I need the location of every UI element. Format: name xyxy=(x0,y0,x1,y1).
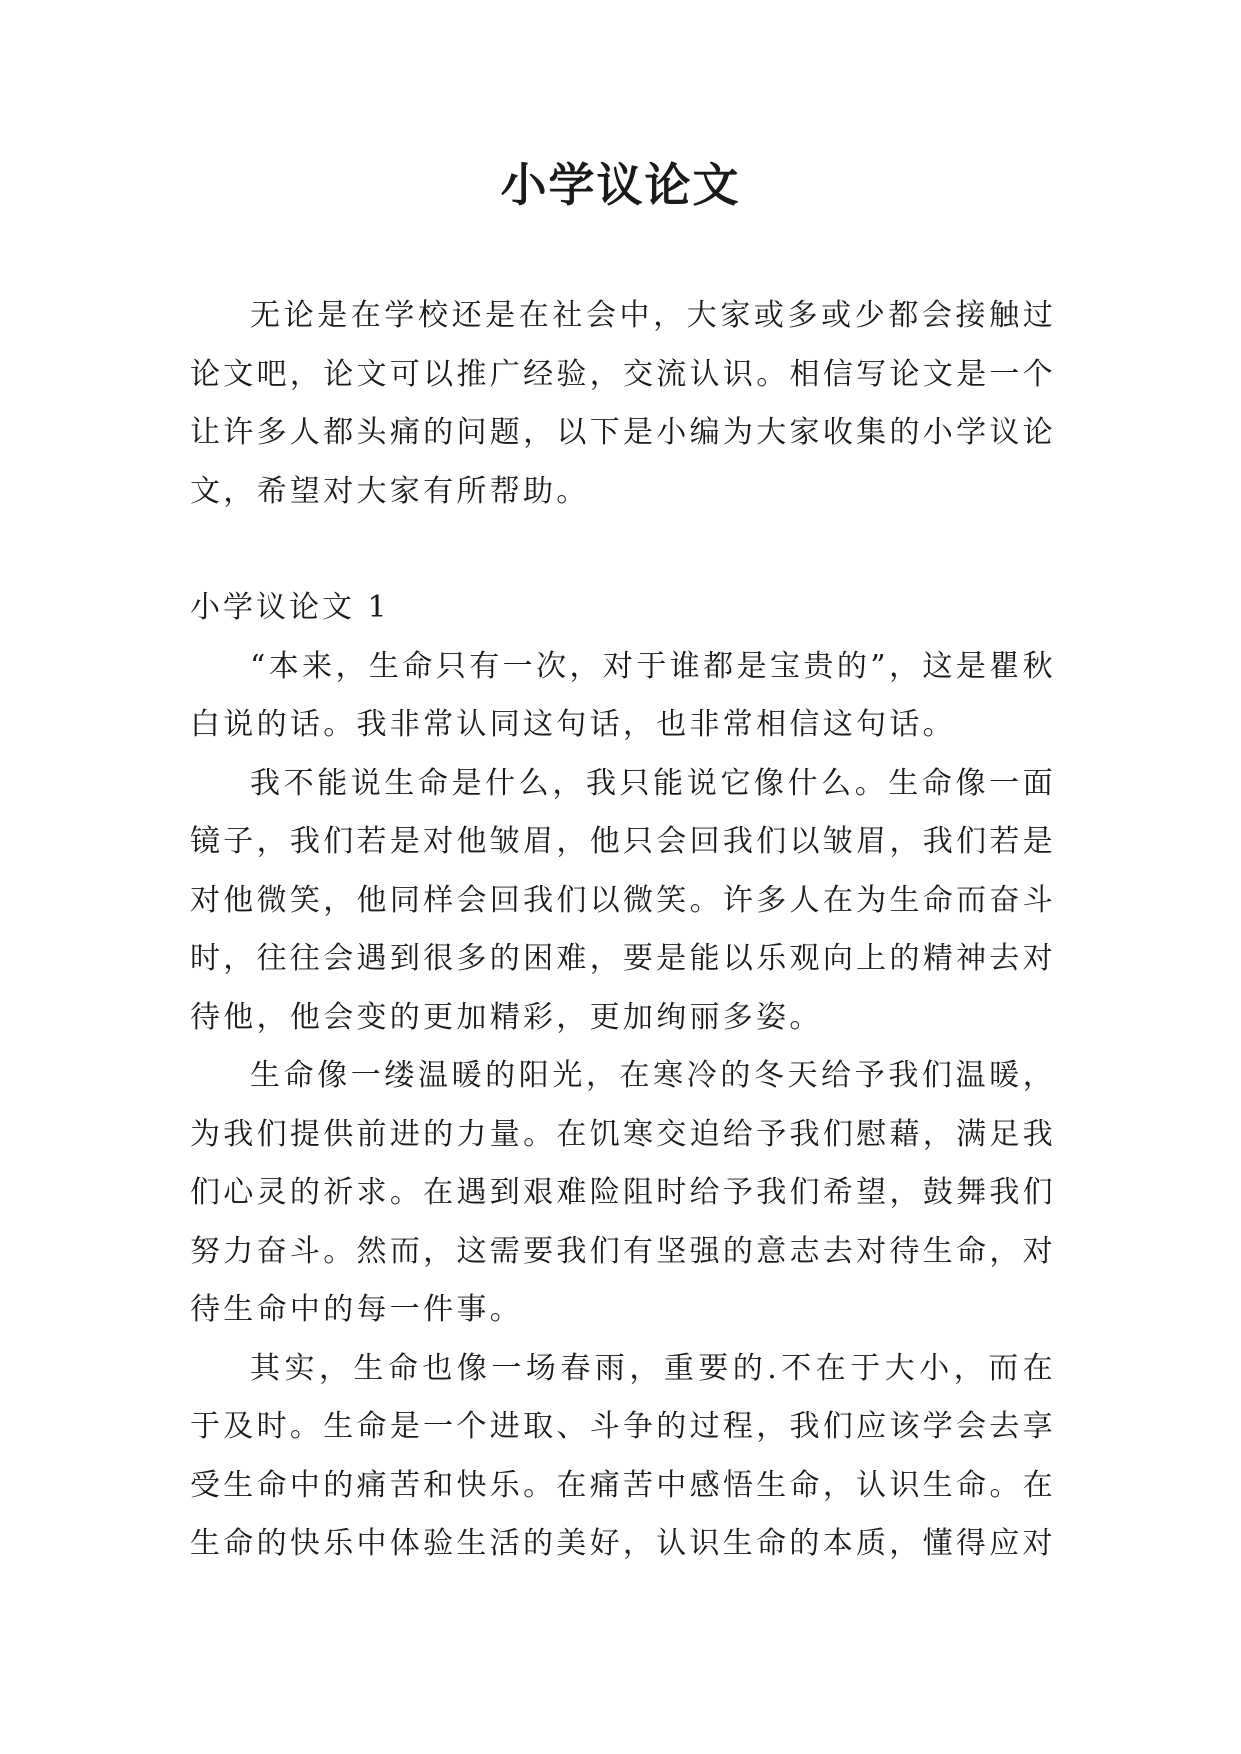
section-heading: 小学议论文 1 xyxy=(190,590,390,625)
document-title: 小学议论文 xyxy=(500,158,741,212)
paragraph-gap xyxy=(190,521,1056,579)
body-paragraph-2: 我不能说生命是什么，我只能说它像什么。生命像一面镜子，我们若是对他皱眉，他只会回我们以皱眉，我们若是对他微笑，他同样会回我们以微笑。许多人在为生命而奋斗时，往往会遇到很多的困难，要是能以乐观向上的精神去对待他，他会变的更加精彩，更加绚丽多姿。 xyxy=(190,765,1056,1035)
body-paragraph-3: 生命像一缕温暖的阳光，在寒冷的冬天给予我们温暖，为我们提供前进的力量。在饥寒交迫给予我们慰藉，满足我们心灵的祈求。在遇到艰难险阻时给予我们希望，鼓舞我们努力奋斗。然而，这需要我们有坚强的意志去对待生命，对待生命中的每一件事。 xyxy=(190,1058,1056,1327)
document-body xyxy=(190,287,1056,1574)
body-paragraph-4: 其实，生命也像一场春雨，重要的.不在于大小，而在于及时。生命是一个进取、斗争的过程，我们应该学会去享受生命中的痛苦和快乐。在痛苦中感悟生命，认识生命。在生命的快乐中体验生活的美好，认识生命的本质，懂得应对 xyxy=(190,1350,1056,1561)
body-paragraph-1: “本来，生命只有一次，对于谁都是宝贵的”，这是瞿秋白说的话。我非常认同这句话，也非常相信这句话。 xyxy=(190,648,1056,742)
intro-paragraph: 无论是在学校还是在社会中，大家或多或少都会接触过论文吧，论文可以推广经验，交流认识。相信写论文是一个让许多人都头痛的问题，以下是小编为大家收集的小学议论文，希望对大家有所帮助。 xyxy=(190,298,1056,509)
